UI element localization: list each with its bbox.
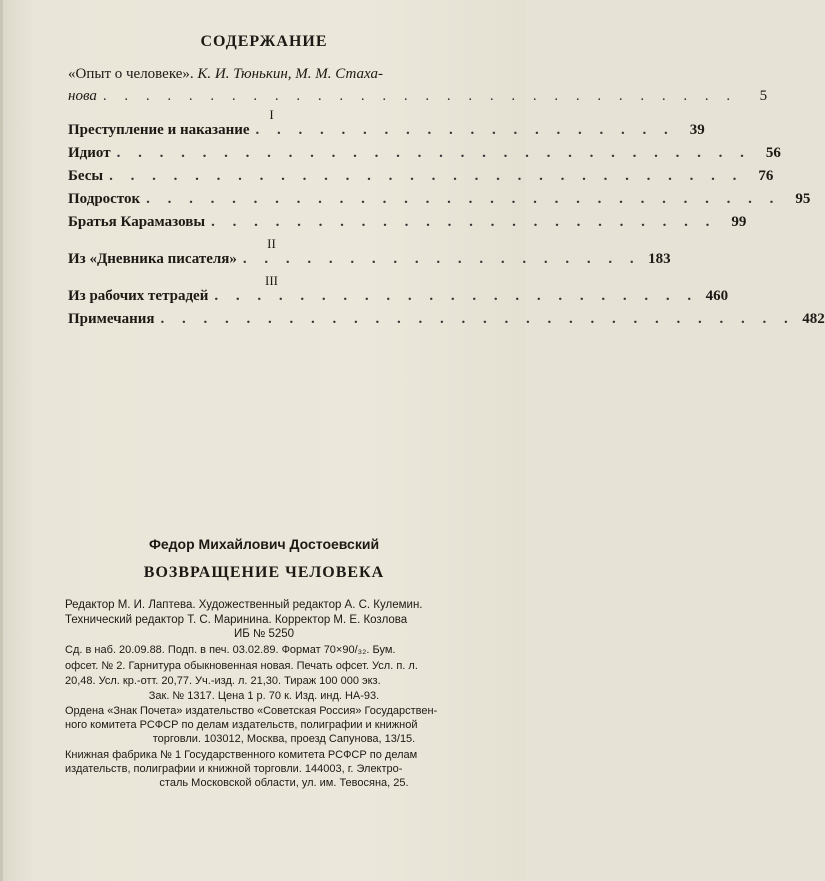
leader-dots: . . . . . . . . . . . . . . . . . . . . . . . .	[211, 214, 717, 230]
imprint-tech-line: офсет. № 2. Гарнитура обыкновенная новая. Печать офсет. Усл. п. л.	[65, 659, 418, 672]
toc-intro-entry	[68, 63, 768, 108]
toc-entry-title: Из «Дневника писателя»	[68, 251, 237, 267]
toc-part-1	[68, 122, 811, 237]
imprint-publisher	[65, 704, 503, 746]
toc-page-number: 95	[795, 191, 811, 207]
toc-entry-title: Подросток	[68, 191, 141, 207]
toc-entry	[68, 168, 774, 191]
leader-dots: . . . . . . . . . . . . . . . . . . . . . . . . . . . . . .	[102, 88, 738, 104]
imprint-printer-line: сталь Московской области, ул. им. Тевосяна, 25.	[159, 777, 409, 789]
leader-dots: . . . . . . . . . . . . . . . . . . . .	[255, 122, 675, 138]
imprint-book-title: ВОЗВРАЩЕНИЕ ЧЕЛОВЕКА	[143, 564, 385, 581]
toc-entry	[68, 251, 671, 274]
toc-intro-authors: К. И. Тюнькин, М. М. Стаха-	[197, 66, 383, 82]
toc-entry-title: Братья Карамазовы	[68, 214, 206, 230]
imprint-printer	[65, 748, 503, 790]
imprint-tech-line: 20,48. Усл. кр.-отт. 20,77. Уч.-изд. л. 21,30. Тираж 100 000 экз.	[65, 675, 381, 687]
toc-intro-authors-cont: нова	[68, 88, 97, 104]
imprint-ib-number: ИБ № 5250	[233, 628, 295, 640]
imprint-tech-line: Сд. в наб. 20.09.88. Подп. в печ. 03.02.89. Формат 70×90/₃₂. Бум.	[65, 644, 396, 656]
toc-entry	[68, 311, 825, 334]
toc-entry	[68, 214, 747, 237]
toc-section-3: III	[265, 273, 278, 288]
imprint-staff	[65, 598, 503, 628]
imprint-publisher-line: Ордена «Знак Почета» издательство «Советская Россия» Государствен-	[65, 705, 438, 717]
imprint-staff-line: Технический редактор Т. С. Маринина. Корректор М. Е. Козлова	[65, 614, 408, 626]
leader-dots: . . . . . . . . . . . . . . . . . . . . . . .	[214, 288, 699, 304]
toc-entry-title: Идиот	[68, 145, 111, 161]
toc-entry	[68, 191, 811, 214]
toc-intro-line-2	[68, 85, 768, 108]
toc-page-number: 76	[758, 168, 774, 184]
imprint-publisher-line: ного комитета РСФСР по делам издательств, полиграфии и книжной	[65, 719, 418, 731]
toc-entry-title: Примечания	[68, 311, 155, 327]
toc-part-3	[68, 288, 825, 334]
toc-part-2	[68, 251, 671, 274]
imprint-staff-line: Редактор М. И. Лаптева. Художественный редактор А. С. Кулемин.	[65, 599, 423, 611]
toc-intro-title: «Опыт о человеке».	[68, 66, 194, 82]
toc-page-number: 39	[689, 122, 705, 138]
toc-page-number: 99	[731, 214, 747, 230]
toc-entry	[68, 145, 781, 168]
imprint-printer-line: Книжная фабрика № 1 Государственного комитета РСФСР по делам	[65, 749, 418, 761]
imprint-order-line: Зак. № 1317. Цена 1 р. 70 к. Изд. инд. НА-93.	[148, 690, 380, 702]
toc-entry	[68, 288, 729, 311]
toc-entry	[68, 122, 705, 145]
leader-dots: . . . . . . . . . . . . . . . . . . .	[242, 251, 641, 267]
toc-title: СОДЕРЖАНИЕ	[200, 33, 328, 50]
toc-page-number: 5	[759, 88, 768, 104]
toc-page-number: 460	[705, 288, 729, 304]
toc-intro-line-1	[68, 63, 505, 85]
leader-dots: . . . . . . . . . . . . . . . . . . . . . . . . . . . . . .	[116, 145, 751, 161]
toc-section-2: II	[267, 236, 276, 251]
toc-entry-title: Преступление и наказание	[68, 122, 250, 138]
toc-page-number: 183	[648, 251, 671, 267]
imprint-technical-data	[65, 643, 503, 690]
imprint-printer-line: издательств, полиграфии и книжной торговли. 144003, г. Электро-	[65, 763, 403, 775]
toc-entry-title: Из рабочих тетрадей	[68, 288, 209, 304]
leader-dots: . . . . . . . . . . . . . . . . . . . . . . . . . . . . . .	[109, 168, 744, 184]
leader-dots: . . . . . . . . . . . . . . . . . . . . . . . . . . . . . .	[146, 191, 781, 207]
toc-section-1: I	[269, 107, 274, 122]
leader-dots: . . . . . . . . . . . . . . . . . . . . . . . . . . . . . .	[160, 311, 795, 327]
toc-entry-title: Бесы	[68, 168, 104, 184]
toc-page-number: 482	[802, 311, 825, 327]
imprint-author: Федор Михайлович Достоевский	[148, 536, 380, 552]
table-of-contents	[68, 63, 825, 334]
imprint-publisher-line: торговли. 103012, Москва, проезд Сапунова, 13/15.	[152, 733, 416, 745]
toc-page-number: 56	[765, 145, 781, 161]
